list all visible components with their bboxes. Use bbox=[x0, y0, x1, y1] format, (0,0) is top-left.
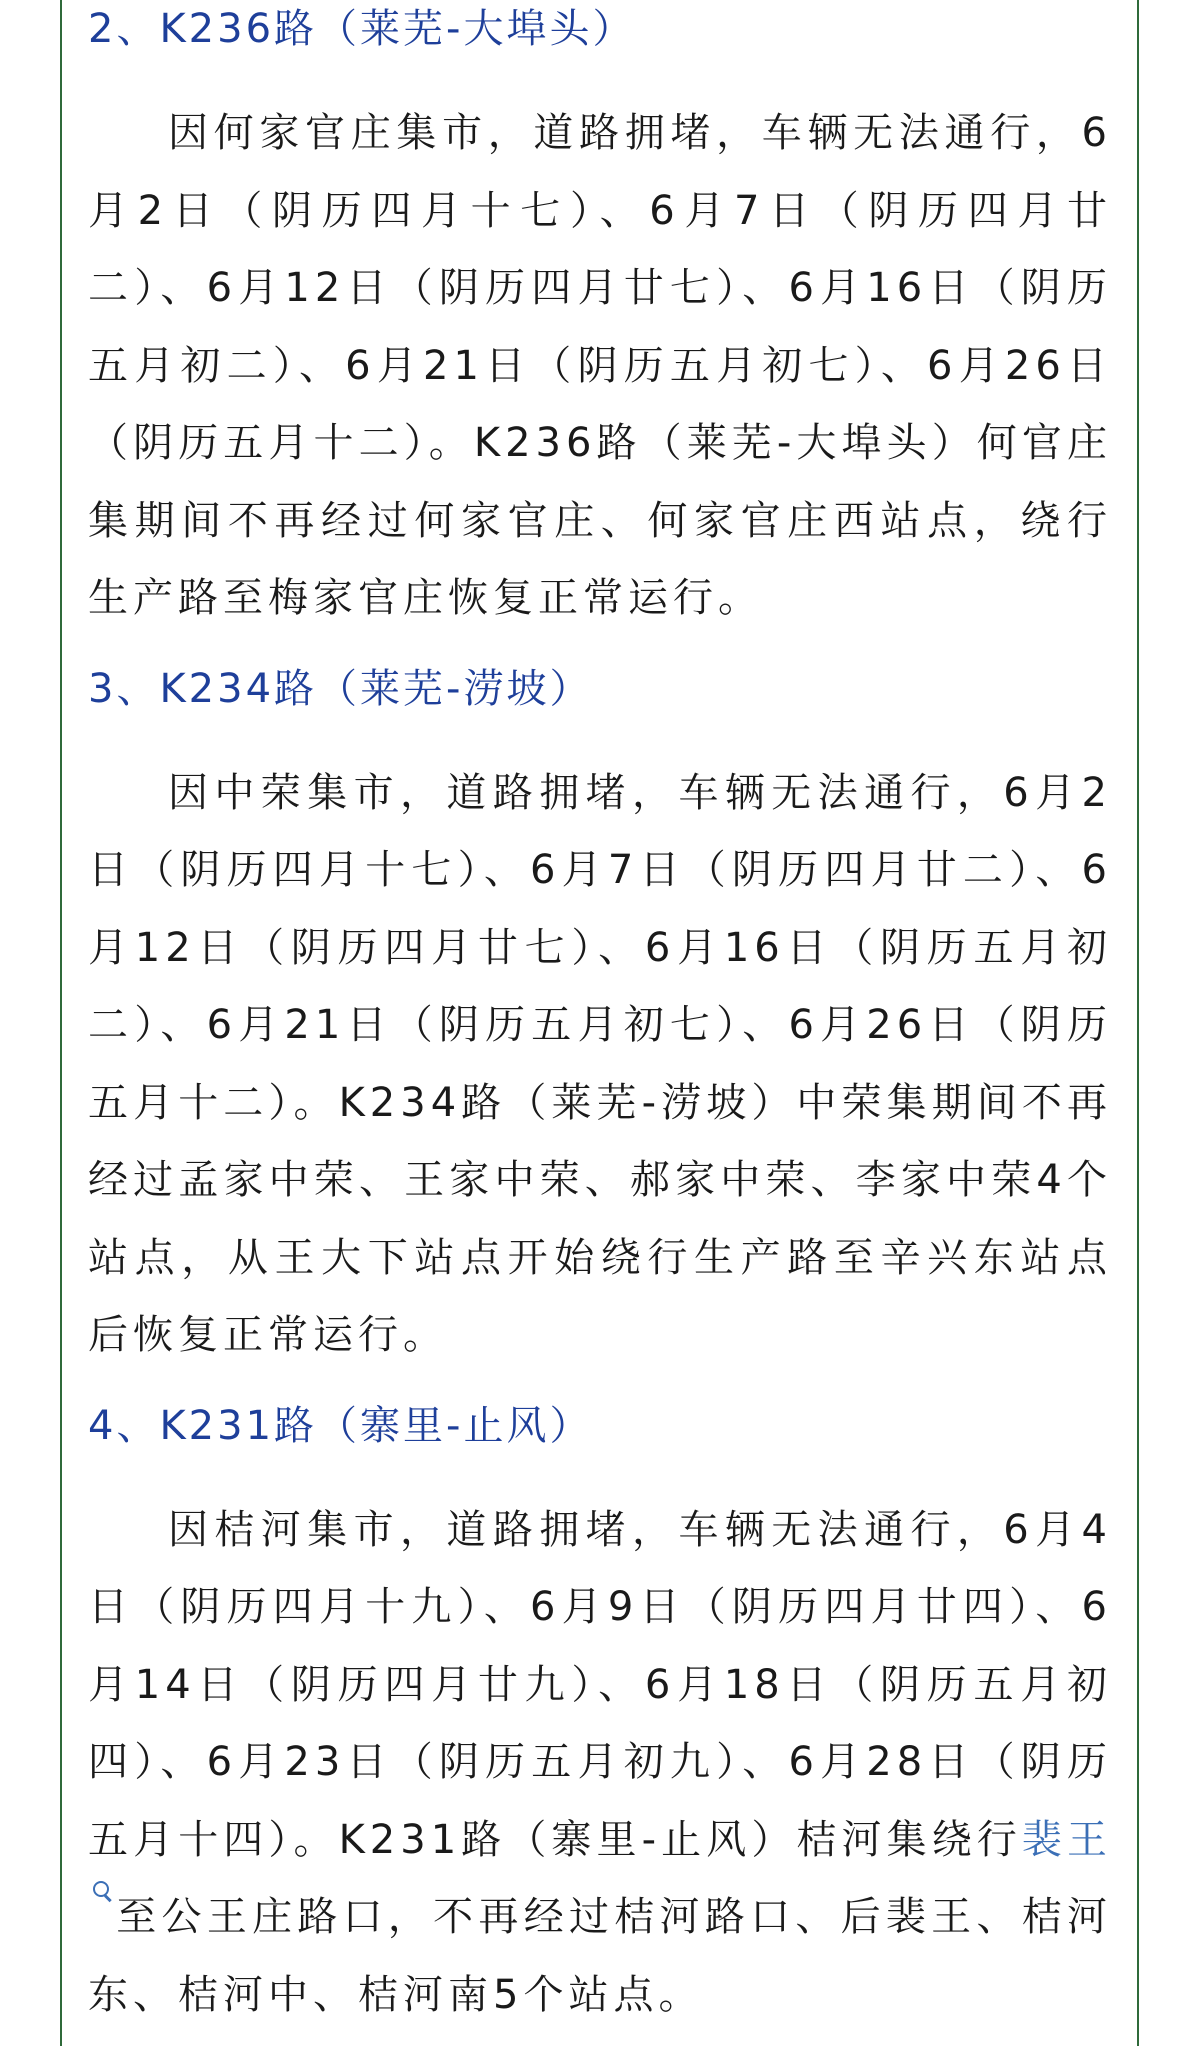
section-paragraph-k231 bbox=[88, 1492, 1112, 2035]
frame-right-border bbox=[1137, 0, 1139, 2046]
frame-left-border bbox=[60, 0, 62, 2046]
section-paragraph-k236: 因何家官庄集市，道路拥堵，车辆无法通行，6月2日（阴历四月十七）、6月7日（阴历四月廿二）、6月12日（阴历四月廿七）、6月16日（阴历五月初二）、6月21日（阴历五月初七）、6月26日（阴历五月十二）。K236路（莱芜-大埠头）何官庄集期间不再经过何家官庄、何家官庄西站点，绕行生产路至梅家官庄恢复正常运行。 bbox=[88, 110, 1112, 621]
paragraph-text-before-link: 因桔河集市，道路拥堵，车辆无法通行，6月4日（阴历四月十九）、6月9日（阴历四月廿四）、6月14日（阴历四月廿九）、6月18日（阴历五月初四）、6月23日（阴历五月初九）、6月28日（阴历五月十四）。K231路（寨里-止风）桔河集绕行 bbox=[88, 1506, 1112, 1863]
search-icon[interactable] bbox=[90, 1879, 112, 1909]
section-heading-k236: 2、K236路（莱芜-大埠头） bbox=[88, 6, 636, 52]
article-body bbox=[88, 0, 1112, 2034]
section-heading-k231: 4、K231路（寨里-止风） bbox=[88, 1402, 593, 1449]
section-heading-k234: 3、K234路（莱芜-涝坡） bbox=[88, 665, 593, 712]
place-search-link[interactable]: 裴王 bbox=[1021, 1816, 1113, 1863]
paragraph-text-after-link: 至公王庄路口，不再经过桔河路口、后裴王、桔河东、桔河中、桔河南5个站点。 bbox=[88, 1894, 1112, 2018]
section-paragraph-k234: 因中荣集市，道路拥堵，车辆无法通行，6月2日（阴历四月十七）、6月7日（阴历四月廿二）、6月12日（阴历四月廿七）、6月16日（阴历五月初二）、6月21日（阴历五月初七）、6月26日（阴历五月十二）。K234路（莱芜-涝坡）中荣集期间不再经过孟家中荣、王家中荣、郝家中荣、李家中荣4个站点，从王大下站点开始绕行生产路至辛兴东站点后恢复正常运行。 bbox=[88, 769, 1112, 1358]
